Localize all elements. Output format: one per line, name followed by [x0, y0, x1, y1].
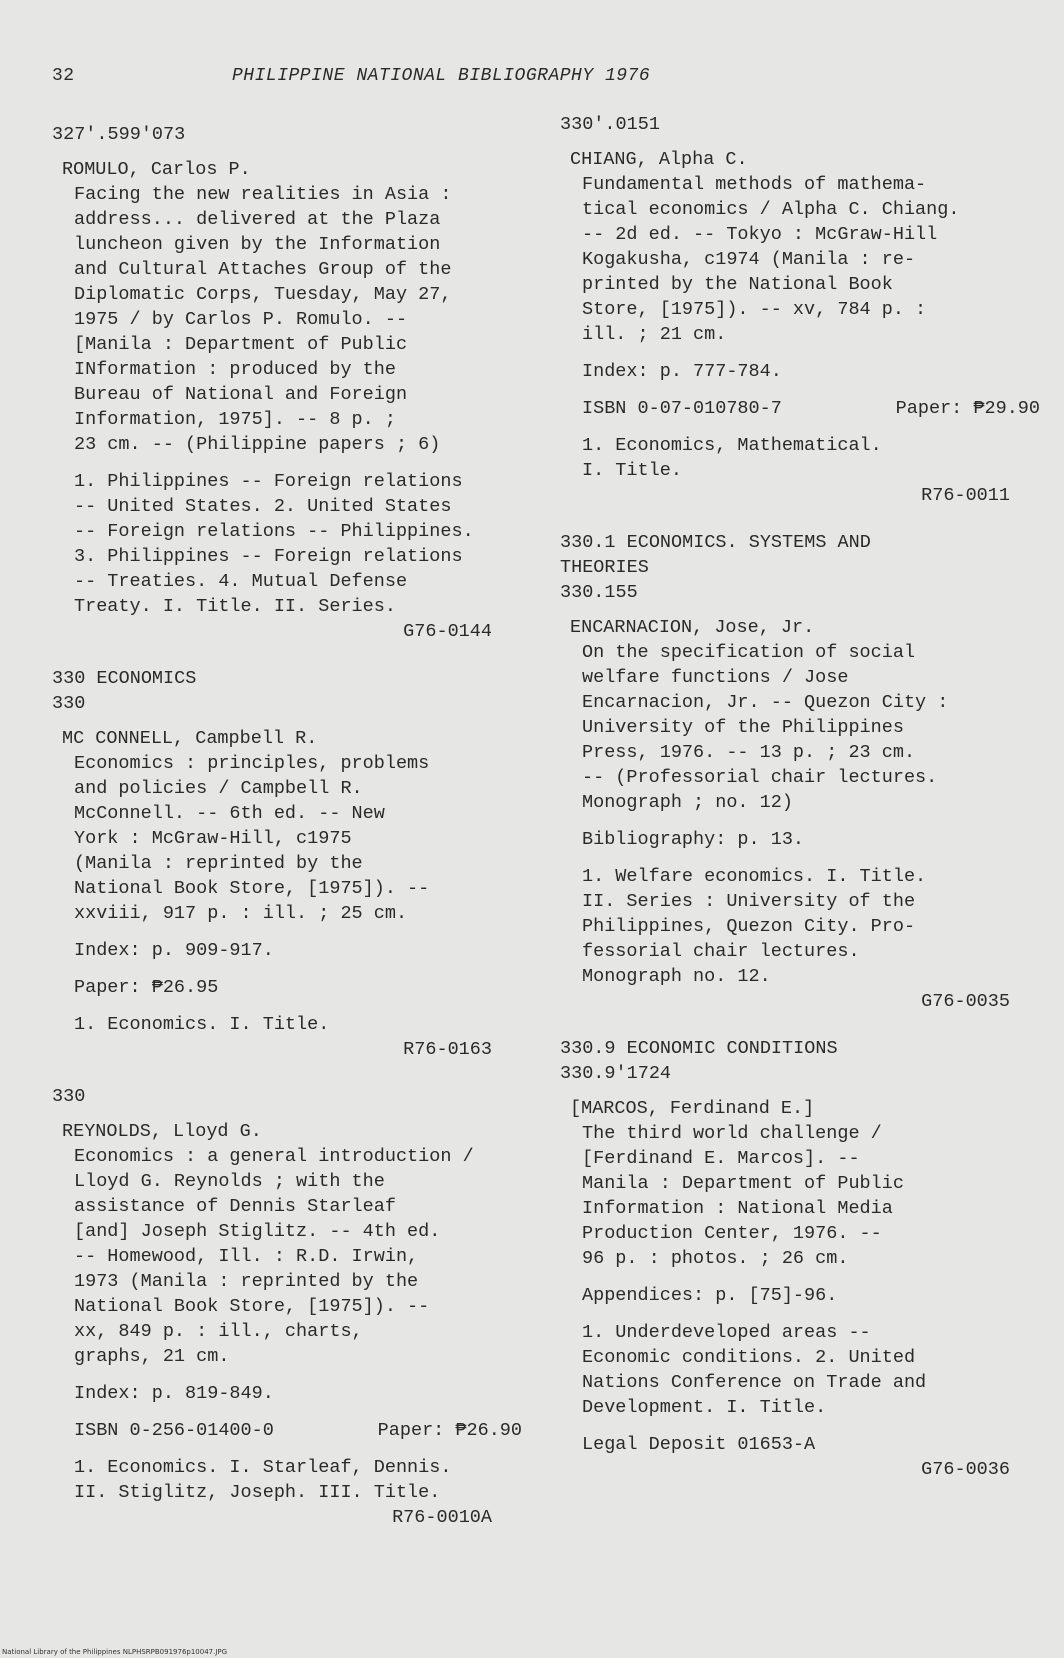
- legal-deposit: Legal Deposit 01653-A: [582, 1434, 816, 1455]
- entry-chiang: [560, 112, 1040, 508]
- entry-note: Bibliography: p. 13.: [582, 829, 805, 850]
- entry-encarnacion: [560, 580, 1040, 1014]
- section-heading: 330 ECONOMICS: [52, 668, 197, 689]
- page-title: PHILIPPINE NATIONAL BIBLIOGRAPHY 1976: [232, 66, 651, 86]
- entry-isbn: ISBN 0-07-010780-7: [582, 398, 782, 419]
- page-number: 32: [52, 66, 75, 86]
- section-heading: 330.9 ECONOMIC CONDITIONS: [560, 1038, 838, 1059]
- entry-description: The third world challenge / [Ferdinand E. Marcos]. -- Manila : Department of Public Information : National Media Production Center, 1976. -- 96 p. : photos. ; 26 cm.: [582, 1123, 904, 1269]
- entry-author: MC CONNELL, Campbell R.: [62, 728, 318, 749]
- entry-tracings: 1. Economics. I. Starleaf, Dennis. II. Stiglitz, Joseph. III. Title.: [74, 1457, 452, 1503]
- entry-author: CHIANG, Alpha C.: [570, 149, 748, 170]
- call-number: 330.9'1724: [560, 1063, 672, 1084]
- entry-price: Paper: ₱26.90: [377, 1420, 522, 1441]
- entry-author: REYNOLDS, Lloyd G.: [62, 1121, 262, 1142]
- entry-tracings: 1. Philippines -- Foreign relations -- United States. 2. United States -- Foreign relations -- Philippines. 3. Philippines -- Foreign relations -- Treaties. 4. Mutual Defense Treaty. I. Title. II. Series.: [74, 471, 474, 617]
- call-number: 327'.599'073: [52, 124, 186, 145]
- call-number: 330: [52, 1086, 86, 1107]
- call-number: 330: [52, 693, 86, 714]
- entry-note: Appendices: p. [75]-96.: [582, 1285, 838, 1306]
- control-number: G76-0144: [403, 621, 492, 642]
- entry-description: Economics : principles, problems and policies / Campbell R. McConnell. -- 6th ed. -- New York : McGraw-Hill, c1975 (Manila : reprinted by the National Book Store, [1975]). -- xxviii, 917 p. : ill. ; 25 cm.: [74, 753, 430, 924]
- section-economic-systems: [560, 530, 1040, 580]
- control-number: R76-0010A: [392, 1507, 492, 1528]
- control-number: G76-0035: [921, 991, 1010, 1012]
- call-number: 330'.0151: [560, 114, 660, 135]
- entry-tracings: 1. Economics, Mathematical. I. Title.: [582, 435, 882, 481]
- entry-description: Fundamental methods of mathema- tical economics / Alpha C. Chiang. -- 2d ed. -- Tokyo : McGraw-Hill Kogakusha, c1974 (Manila : re- printed by the National Book Store, [1975]). -- xv, 784 p. : ill. ; 21 cm.: [582, 174, 960, 345]
- entry-price: Paper: ₱26.95: [74, 977, 219, 998]
- entry-tracings: 1. Welfare economics. I. Title. II. Series : University of the Philippines, Quezon City. Pro- fessorial chair lectures. Monograph no. 12.: [582, 866, 927, 987]
- call-number: 330.155: [560, 582, 638, 603]
- entry-description: Economics : a general introduction / Lloyd G. Reynolds ; with the assistance of Dennis Starleaf [and] Joseph Stiglitz. -- 4th ed. -- Homewood, Ill. : R.D. Irwin, 1973 (Manila : reprinted by the National Book Store, [1975]). -- xx, 849 p. : ill., charts, graphs, 21 cm.: [74, 1146, 474, 1367]
- isbn-line: [582, 396, 1040, 421]
- section-economic-conditions: [560, 1036, 1040, 1061]
- entry-tracings: 1. Underdeveloped areas -- Economic conditions. 2. United Nations Conference on Trade and Development. I. Title.: [582, 1322, 927, 1418]
- left-column: [52, 122, 522, 1552]
- entry-author: ENCARNACION, Jose, Jr.: [570, 617, 815, 638]
- entry-note: Index: p. 777-784.: [582, 361, 782, 382]
- entry-description: On the specification of social welfare functions / Jose Encarnacion, Jr. -- Quezon City : University of the Philippines Press, 1976. -- 13 p. ; 23 cm. -- (Professorial chair lectures. Monograph ; no. 12): [582, 642, 949, 813]
- entry-author: ROMULO, Carlos P.: [62, 159, 251, 180]
- right-column: [560, 112, 1040, 1504]
- entry-marcos: [560, 1061, 1040, 1482]
- isbn-line: [74, 1418, 522, 1443]
- entry-mcconnell: [52, 691, 522, 1062]
- control-number: R76-0011: [921, 485, 1010, 506]
- section-heading: 330.1 ECONOMICS. SYSTEMS AND THEORIES: [560, 532, 871, 578]
- entry-isbn: ISBN 0-256-01400-0: [74, 1420, 274, 1441]
- control-number: R76-0163: [403, 1039, 492, 1060]
- scan-footer: National Library of the Philippines NLPHSRPB091976p10047.JPG: [2, 1648, 228, 1656]
- entry-note: Index: p. 819-849.: [74, 1383, 274, 1404]
- entry-reynolds: [52, 1084, 522, 1530]
- entry-note: Index: p. 909-917.: [74, 940, 274, 961]
- entry-romulo: [52, 122, 522, 644]
- section-economics: [52, 666, 522, 691]
- entry-author: [MARCOS, Ferdinand E.]: [570, 1098, 815, 1119]
- entry-description: Facing the new realities in Asia : address... delivered at the Plaza luncheon given by the Information and Cultural Attaches Group of the Diplomatic Corps, Tuesday, May 27, 1975 / by Carlos P. Romulo. -- [Manila : Department of Public INformation : produced by the Bureau of National and Foreign Information, 1975]. -- 8 p. ; 23 cm. -- (Philippine papers ; 6): [74, 184, 452, 455]
- entry-tracings: 1. Economics. I. Title.: [74, 1014, 330, 1035]
- control-number: G76-0036: [921, 1459, 1010, 1480]
- entry-price: Paper: ₱29.90: [895, 398, 1040, 419]
